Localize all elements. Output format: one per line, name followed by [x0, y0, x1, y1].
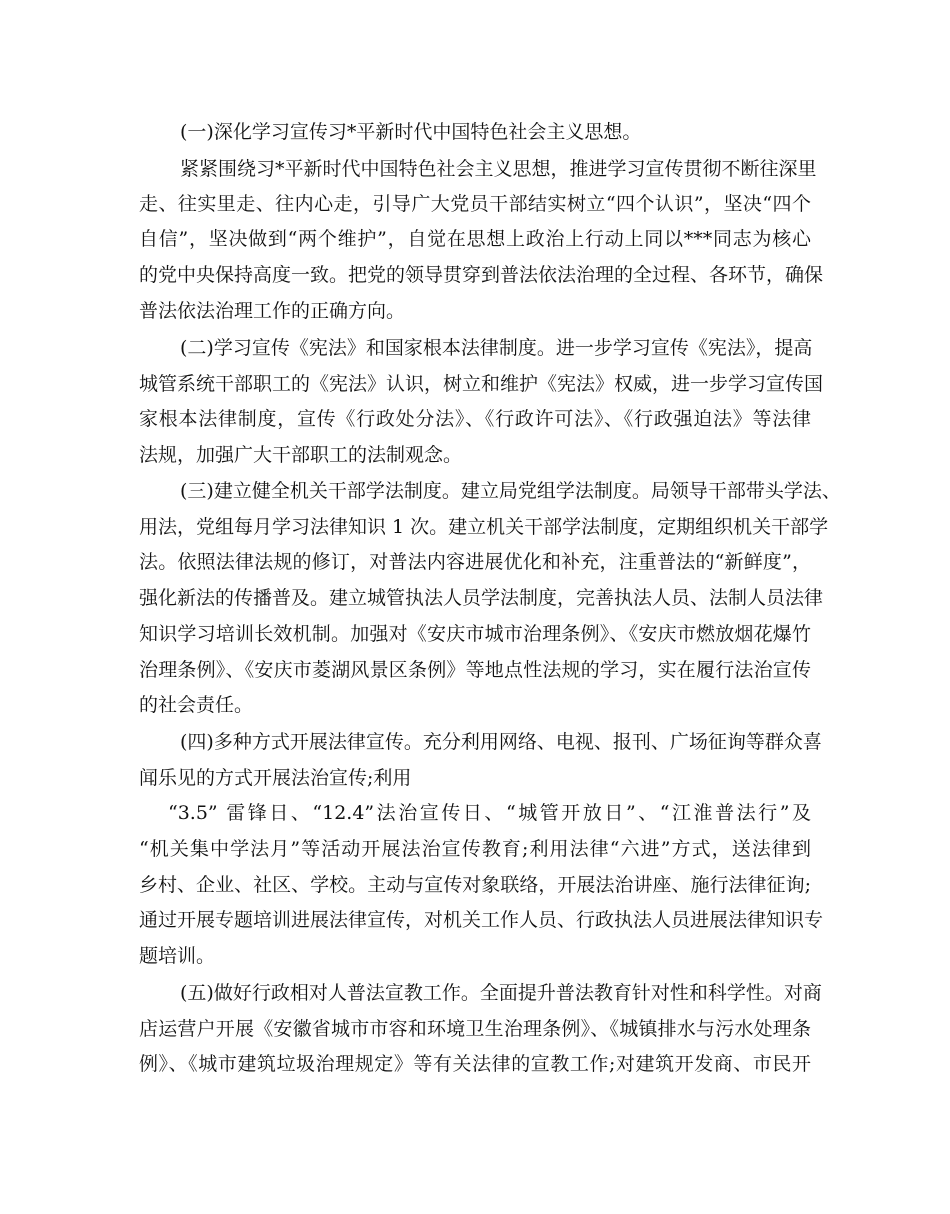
paragraph-2-line: 普法依法治理工作的正确方向。: [139, 300, 406, 322]
paragraph-3-line: 法规，加强广大干部职工的法制观念。: [139, 444, 463, 466]
paragraph-3-line: (二)学习宣传《宪法》和国家根本法律制度。进一步学习宣传《宪法》，提高: [180, 337, 813, 359]
paragraph-4-line: 强化新法的传播普及。建立城管执法人员学法制度，完善执法人员、法制人员法律: [139, 587, 824, 609]
paragraph-7-line: 店运营户开展《安徽省城市市容和环境卫生治理条例》、《城镇排水与污水处理条: [139, 1018, 811, 1040]
paragraph-6-line: “3.5” 雷锋日、“12.4”法治宣传日、“城管开放日”、“江淮普法行”及: [168, 802, 811, 824]
paragraph-2-line: 的党中央保持高度一致。把党的领导贯穿到普法依法治理的全过程、各环节，确保: [139, 264, 824, 286]
paragraph-2-line: 走、往实里走、往内心走，引导广大党员干部结实树立“四个认识”，坚决“四个: [139, 193, 811, 215]
paragraph-4-line: 用法，党组每月学习法律知识 1 次。建立机关干部学法制度，定期组织机关干部学: [139, 516, 829, 538]
paragraph-7-line: 例》、《城市建筑垃圾治理规定》等有关法律的宣教工作;对建筑开发商、市民开: [139, 1053, 811, 1075]
paragraph-2-line: 自信”，坚决做到“两个维护”，自觉在思想上政治上行动上同以***同志为核心: [139, 228, 811, 250]
paragraph-1-heading: (一)深化学习宣传习*平新时代中国特色社会主义思想。: [180, 121, 642, 143]
paragraph-4-line: 的社会责任。: [139, 694, 254, 716]
paragraph-4-line: (三)建立健全机关干部学法制度。建立局党组学法制度。局领导干部带头学法、: [180, 480, 841, 502]
paragraph-6-line: “机关集中学法月”等活动开展法治宣传教育;利用法律“六进”方式，送法律到: [139, 838, 811, 860]
paragraph-3-line: 家根本法律制度，宣传《行政处分法》、《行政许可法》、《行政强迫法》等法律: [139, 408, 811, 430]
paragraph-4-line: 知识学习培训长效机制。加强对《安庆市城市治理条例》、《安庆市燃放烟花爆竹: [139, 623, 811, 645]
paragraph-5-line: (四)多种方式开展法律宣传。充分利用网络、电视、报刊、广场征询等群众喜: [180, 731, 822, 753]
paragraph-4-line: 治理条例》、《安庆市菱湖风景区条例》等地点性法规的学习，实在履行法治宣传: [139, 659, 811, 681]
paragraph-4-line: 法。依照法律法规的修订，对普法内容进展优化和补充，注重普法的“新鲜度”，: [139, 551, 811, 573]
paragraph-3-line: 城管系统干部职工的《宪法》认识，树立和维护《宪法》权威，进一步学习宣传国: [139, 373, 824, 395]
paragraph-7-line: (五)做好行政相对人普法宣教工作。全面提升普法教育针对性和科学性。对商: [180, 982, 822, 1004]
paragraph-6-line: 通过开展专题培训进展法律宣传，对机关工作人员、行政执法人员进展法律知识专: [139, 909, 824, 931]
paragraph-6-line: 题培训。: [139, 945, 216, 967]
paragraph-2-line: 紧紧围绕习*平新时代中国特色社会主义思想，推进学习宣传贯彻不断往深里: [180, 158, 817, 180]
paragraph-6-line: 乡村、企业、社区、学校。主动与宣传对象联络，开展法治讲座、施行法律征询;: [139, 874, 811, 896]
paragraph-5-line: 闻乐见的方式开展法治宣传;利用: [139, 767, 412, 789]
